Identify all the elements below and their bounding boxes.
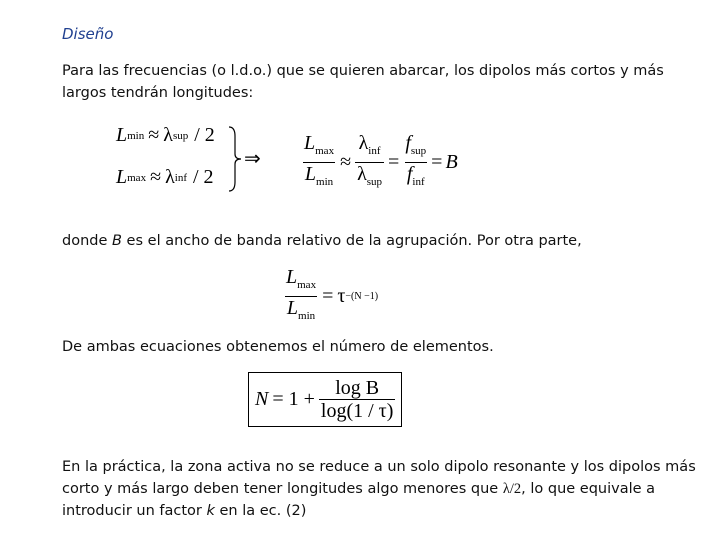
- subscript-inf: inf: [368, 145, 381, 157]
- section-title: Diseño: [62, 25, 114, 43]
- paragraph-elements: De ambas ecuaciones obtenemos el número de elementos.: [62, 339, 494, 355]
- symbol-one-plus: = 1 +: [272, 388, 315, 410]
- text-fragment: donde: [62, 233, 112, 249]
- fraction-log: [319, 377, 395, 422]
- symbol-L: L: [304, 132, 316, 154]
- lambda-half: λ/2: [502, 481, 522, 497]
- paragraph-bandwidth: [62, 230, 702, 252]
- symbol-tau: τ: [337, 285, 346, 307]
- fraction-frequency: [403, 132, 428, 193]
- equation-lmax: [116, 166, 214, 189]
- equation-tau: [284, 266, 378, 327]
- subscript-min: min: [316, 176, 334, 188]
- symbol-lambda: λ: [358, 132, 369, 154]
- brace-icon: [228, 126, 242, 192]
- symbol-f: f: [406, 163, 413, 185]
- fraction-lmax-lmin: [284, 266, 318, 327]
- subscript-sup: sup: [172, 129, 189, 142]
- symbol-half: / 2: [194, 124, 215, 146]
- symbol-L: L: [116, 124, 128, 146]
- equation-ratio: [302, 132, 458, 193]
- symbol-f: f: [405, 132, 411, 154]
- symbol-equals: =: [388, 151, 400, 173]
- equation-length-system: [112, 122, 482, 198]
- symbol-L: L: [286, 266, 298, 288]
- text-fragment: , lo que equivale a introducir un factor: [62, 481, 656, 519]
- symbol-equals: =: [431, 151, 443, 173]
- subscript-max: max: [127, 171, 147, 184]
- exponent: −(N −1): [345, 291, 379, 302]
- subscript-max: max: [297, 279, 317, 291]
- symbol-half: / 2: [193, 166, 214, 188]
- variable-k: k: [206, 503, 215, 519]
- paragraph-intro: Para las frecuencias (o l.d.o.) que se quieren abarcar, los dipolos más cortos y más largos tendrán longitudes:: [62, 63, 664, 101]
- symbol-lambda: λ: [165, 166, 175, 188]
- subscript-max: max: [315, 145, 335, 157]
- subscript-min: min: [298, 310, 316, 322]
- subscript-inf: inf: [412, 176, 425, 188]
- symbol-L: L: [116, 166, 128, 188]
- symbol-approx: ≈: [148, 124, 160, 146]
- symbol-approx: ≈: [340, 151, 352, 173]
- denominator-log-tau: log(1 / τ): [320, 400, 394, 422]
- subscript-sup: sup: [410, 145, 427, 157]
- symbol-equals: =: [322, 285, 334, 307]
- symbol-L: L: [304, 163, 317, 185]
- text-fragment: es el ancho de banda relativo de la agrupación. Por otra parte,: [121, 233, 582, 249]
- text-fragment: En la práctica, la zona activa no se reduce a un solo dipolo resonante y los dipolos más corto y más largo deben tener longitudes algo menores que: [62, 459, 696, 497]
- variable-B: B: [112, 233, 122, 249]
- symbol-lambda: λ: [163, 124, 173, 146]
- symbol-L: L: [286, 297, 299, 319]
- implies-arrow: ⇒: [244, 148, 261, 170]
- subscript-min: min: [127, 129, 145, 142]
- subscript-inf: inf: [174, 171, 187, 184]
- symbol-N: N: [255, 388, 269, 410]
- fraction-lambda: [355, 132, 384, 193]
- symbol-lambda: λ: [357, 163, 367, 185]
- numerator-log-B: log B: [335, 377, 380, 399]
- equation-number-of-elements: [248, 372, 402, 427]
- symbol-approx: ≈: [150, 166, 162, 188]
- text-fragment: en la ec. (2): [214, 503, 307, 519]
- fraction-lmax-lmin: [302, 132, 336, 193]
- paragraph-practice: [62, 456, 702, 522]
- symbol-B: B: [445, 151, 458, 173]
- subscript-sup: sup: [366, 176, 383, 188]
- equation-lmin: [116, 124, 215, 147]
